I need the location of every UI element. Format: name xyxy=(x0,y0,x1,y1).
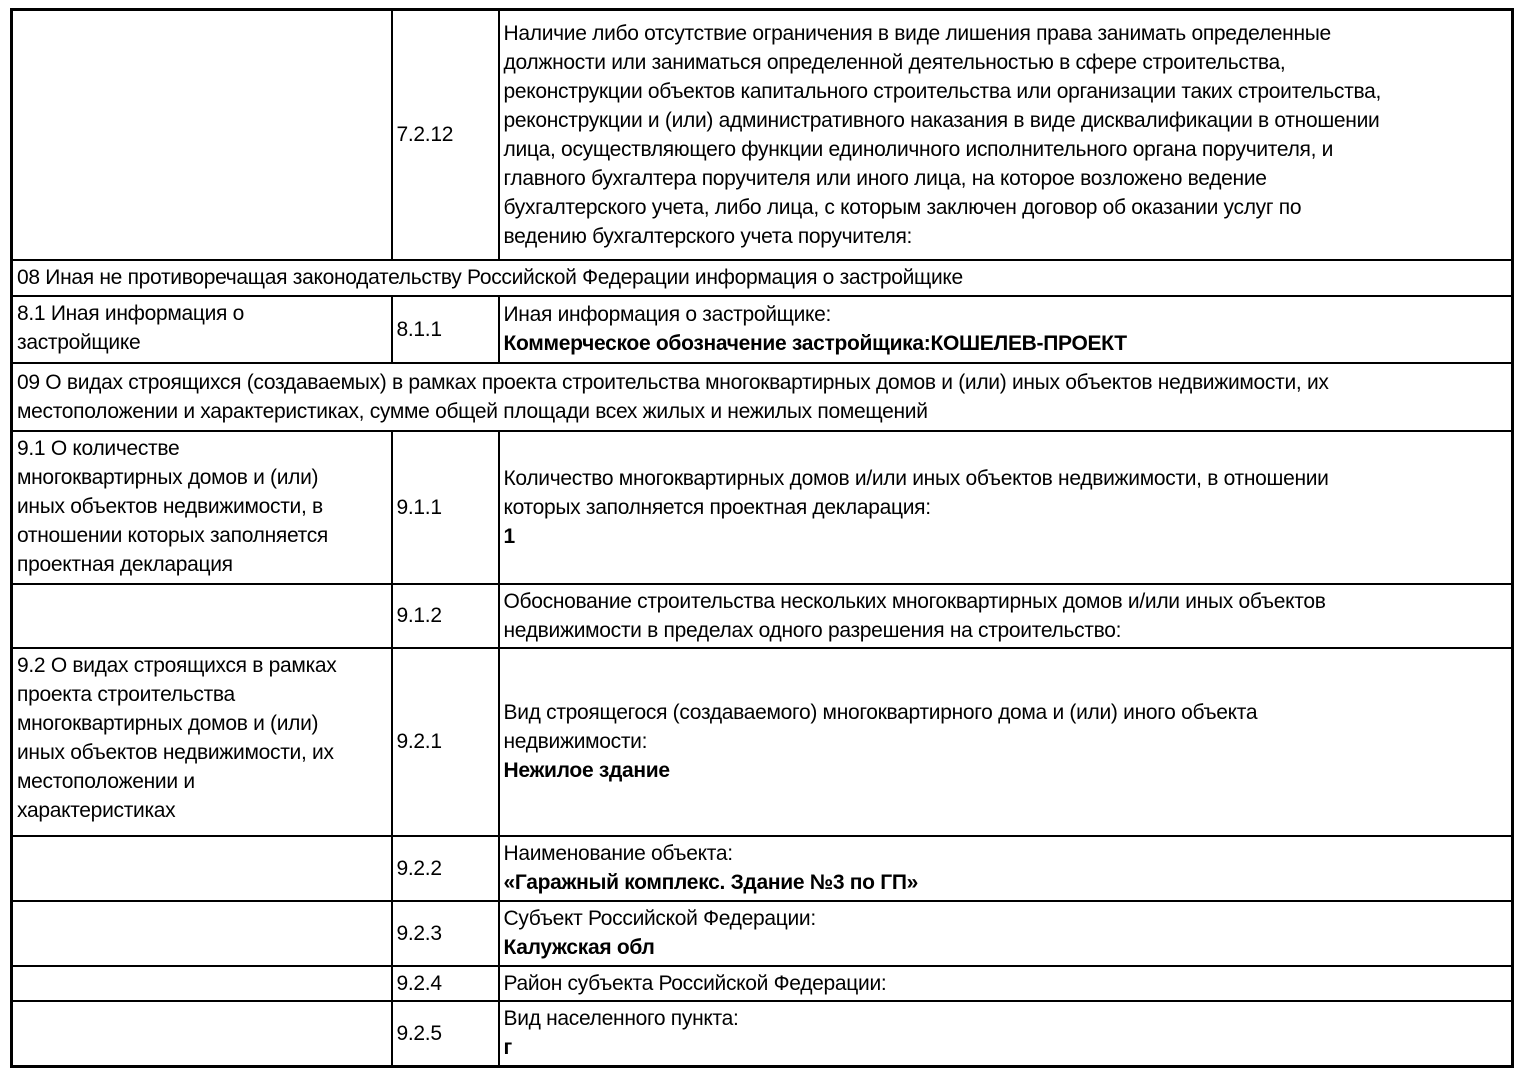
text-line: Обоснование строительства нескольких многоквартирных домов и/или иных объектов xyxy=(503,589,1326,613)
table-row-section xyxy=(12,363,1513,431)
cell-item-number xyxy=(392,648,499,836)
text-line: Субъект Российской Федерации: xyxy=(503,907,816,930)
table-row xyxy=(12,836,1513,901)
text-line: Иная информация о застройщике: xyxy=(503,303,832,326)
item-number: 9.2.4 xyxy=(396,971,442,995)
text-line: бухгалтерского учета, либо лица, с которым заключен договор об оказании услуг по xyxy=(503,195,1302,219)
cell-section-label xyxy=(12,648,392,836)
item-number: 8.1.1 xyxy=(396,317,442,341)
cell-section-label xyxy=(12,431,392,584)
item-number: 9.2.1 xyxy=(396,730,442,753)
text-line: недвижимости в пределах одного разрешения на строительство: xyxy=(503,618,1122,642)
text-line-bold: «Гаражный комплекс. Здание №3 по ГП» xyxy=(503,871,918,894)
text-line: реконструкции объектов капитального строительства или организации таких строительства, xyxy=(503,79,1381,103)
cell-section-label xyxy=(12,1001,392,1067)
text-line: характеристиках xyxy=(17,798,176,822)
cell-section-label xyxy=(12,584,392,648)
table-row xyxy=(12,584,1513,648)
text-line: 8.1 Иная информация о xyxy=(17,301,245,325)
cell-content xyxy=(499,10,1513,260)
text-line: иных объектов недвижимости, их xyxy=(17,740,334,764)
table-row xyxy=(12,296,1513,363)
text-line-bold: Нежилое здание xyxy=(503,759,670,782)
table-row xyxy=(12,648,1513,836)
cell-item-number xyxy=(392,584,499,648)
text-line: проекта строительства xyxy=(17,682,235,706)
section-header-line: местоположении и характеристиках, сумме общей площади всех жилых и нежилых помещений xyxy=(17,399,928,423)
cell-section-label xyxy=(12,966,392,1001)
cell-section-label xyxy=(12,10,392,260)
cell-content xyxy=(499,836,1513,901)
item-number: 9.2.5 xyxy=(396,1021,442,1045)
item-number: 7.2.12 xyxy=(396,123,454,147)
cell-item-number xyxy=(392,1001,499,1067)
text-line: которых заполняется проектная декларация: xyxy=(503,495,931,519)
cell-content xyxy=(499,296,1513,363)
section-header-line: 09 О видах строящихся (создаваемых) в рамках проекта строительства многоквартирных домов и (или) иных объектов недвижимости, их xyxy=(17,370,1329,394)
text-line: 9.2 О видах строящихся в рамках xyxy=(17,653,337,677)
section-header-line: 08 Иная не противоречащая законодательству Российской Федерации информация о застройщике xyxy=(17,266,963,289)
table-row xyxy=(12,431,1513,584)
table-row xyxy=(12,901,1513,966)
text-line: застройщике xyxy=(17,330,141,354)
cell-item-number xyxy=(392,836,499,901)
text-line: недвижимости: xyxy=(503,730,648,753)
text-line: Наименование объекта: xyxy=(503,842,733,865)
cell-item-number xyxy=(392,296,499,363)
cell-section-header xyxy=(12,363,1513,431)
item-number: 9.1.1 xyxy=(396,495,442,519)
cell-item-number xyxy=(392,10,499,260)
table-row xyxy=(12,1001,1513,1067)
cell-content xyxy=(499,648,1513,836)
item-number: 9.2.3 xyxy=(396,921,442,945)
cell-section-header xyxy=(12,260,1513,296)
text-line: проектная декларация xyxy=(17,552,233,576)
text-line: Вид населенного пункта: xyxy=(503,1007,739,1031)
text-line: местоположении и xyxy=(17,769,195,793)
text-line: Наличие либо отсутствие ограничения в виде лишения права занимать определенные xyxy=(503,21,1331,45)
cell-section-label xyxy=(12,901,392,966)
text-line: Количество многоквартирных домов и/или иных объектов недвижимости, в отношении xyxy=(503,466,1329,490)
text-line: Район субъекта Российской Федерации: xyxy=(503,971,887,995)
cell-section-label xyxy=(12,296,392,363)
cell-item-number xyxy=(392,901,499,966)
text-line-bold: Коммерческое обозначение застройщика:КОШЕЛЕВ-ПРОЕКТ xyxy=(503,332,1127,355)
text-line: должности или заниматься определенной деятельностью в сфере строительства, xyxy=(503,50,1286,74)
item-number: 9.1.2 xyxy=(396,604,442,627)
table-row xyxy=(12,966,1513,1001)
cell-content xyxy=(499,431,1513,584)
declaration-table xyxy=(10,8,1514,1068)
text-line: Вид строящегося (создаваемого) многоквартирного дома и (или) иного объекта xyxy=(503,701,1258,724)
cell-item-number xyxy=(392,966,499,1001)
text-line-bold: 1 xyxy=(503,524,515,548)
cell-content xyxy=(499,584,1513,648)
text-line: лица, осуществляющего функции единоличного исполнительного органа поручителя, и xyxy=(503,137,1334,161)
text-line: иных объектов недвижимости, в xyxy=(17,494,323,518)
item-number: 9.2.2 xyxy=(396,856,442,880)
text-line: отношении которых заполняется xyxy=(17,523,328,547)
cell-section-label xyxy=(12,836,392,901)
table-row-section xyxy=(12,260,1513,296)
cell-content xyxy=(499,901,1513,966)
text-line: ведению бухгалтерского учета поручителя: xyxy=(503,224,913,248)
text-line: главного бухгалтера поручителя или иного лица, на которое возложено ведение xyxy=(503,166,1267,190)
text-line-bold: Калужская обл xyxy=(503,936,655,959)
cell-content xyxy=(499,966,1513,1001)
cell-content xyxy=(499,1001,1513,1067)
text-line: 9.1 О количестве xyxy=(17,436,180,460)
cell-item-number xyxy=(392,431,499,584)
table-row xyxy=(12,10,1513,260)
text-line: многоквартирных домов и (или) xyxy=(17,711,319,735)
text-line: реконструкции и (или) административного наказания в виде дисквалификации в отношении xyxy=(503,108,1380,132)
text-line-bold: г xyxy=(503,1036,512,1060)
text-line: многоквартирных домов и (или) xyxy=(17,465,319,489)
